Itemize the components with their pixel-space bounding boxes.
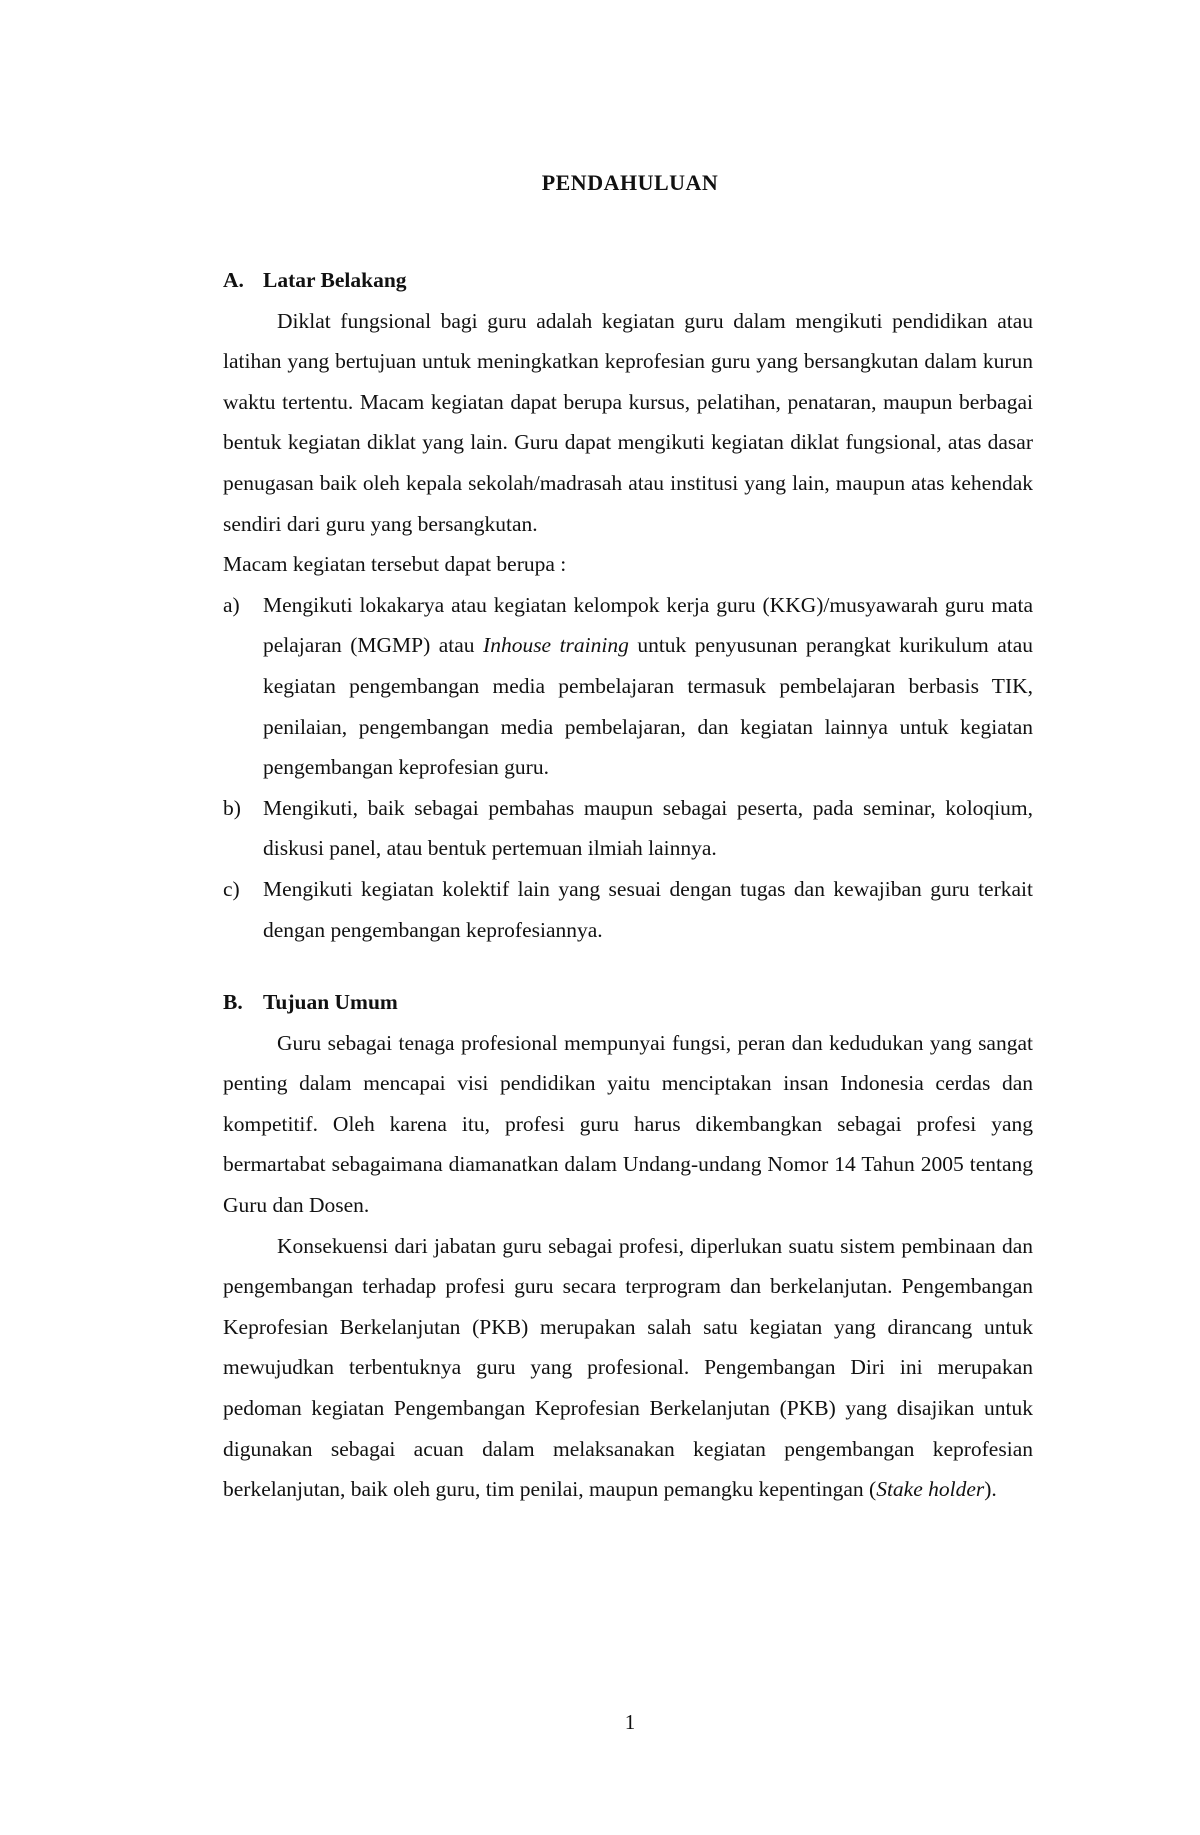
list-marker: a) [223, 592, 240, 617]
list-item-text [263, 585, 1033, 788]
list-item-text-part: untuk penyusunan perangkat kurikulum atau kegiatan pengembangan media pembelajaran termasuk pembelajaran berbasis TIK, penilaian, pengembangan media pembelajaran, dan kegiatan lainnya untuk kegiatan pengembangan keprofesian guru. [263, 633, 1034, 780]
list-marker: c) [223, 876, 240, 901]
document-body [223, 260, 1033, 1510]
section-b-heading [223, 982, 1033, 1023]
page-title: PENDAHULUAN [541, 170, 719, 195]
section-b-title: Tujuan Umum [263, 990, 398, 1015]
section-a-heading [223, 260, 1033, 301]
page-number: 1 [624, 1710, 636, 1734]
list-item [223, 788, 1033, 869]
list-item-text: Mengikuti kegiatan kolektif lain yang sesuai dengan tugas dan kewajiban guru terkait dengan pengembangan keprofesiannya. [263, 876, 1033, 942]
list-item [223, 869, 1033, 950]
paragraph-text-part: Konsekuensi dari jabatan guru sebagai profesi, diperlukan suatu sistem pembinaan dan pengembangan terhadap profesi guru secara terprogram dan berkelanjutan. Pengembangan Keprofesian Berkelanjutan (PKB) merupakan salah satu kegiatan yang dirancang untuk mewujudkan terbentuknya guru yang profesional. Pengembangan Diri ini merupakan pedoman kegiatan Pengembangan Keprofesian Berkelanjutan (PKB) yang disajikan untuk digunakan sebagai acuan dalam melaksanakan kegiatan pengembangan keprofesian berkelanjutan, baik oleh guru, tim penilai, maupun pemangku kepentingan ( [223, 1233, 1033, 1502]
list-item-italic-term: Inhouse training [483, 633, 629, 658]
section-a-intro-paragraph: Diklat fungsional bagi guru adalah kegiatan guru dalam mengikuti pendidikan atau latihan yang bertujuan untuk meningkatkan keprofesian guru yang bersangkutan dalam kurun waktu tertentu. Macam kegiatan dapat berupa kursus, pelatihan, penataran, maupun berbagai bentuk kegiatan diklat yang lain. Guru dapat mengikuti kegiatan diklat fungsional, atas dasar penugasan baik oleh kepala sekolah/madrasah atau institusi yang lain, maupun atas kehendak sendiri dari guru yang bersangkutan. [223, 308, 1033, 536]
activity-list [223, 585, 1033, 950]
paragraph-italic-term: Stake holder [876, 1477, 985, 1502]
list-item-text: Mengikuti, baik sebagai pembahas maupun sebagai peserta, pada seminar, koloqium, diskusi panel, atau bentuk pertemuan ilmiah lainnya. [263, 795, 1033, 861]
paragraph-text-part: ). [984, 1477, 997, 1502]
section-b-number: B. [223, 990, 243, 1015]
section-a-number: A. [223, 268, 244, 292]
section-a-title: Latar Belakang [263, 268, 407, 292]
list-item-text-part: Mengikuti lokakarya atau kegiatan kelompok kerja guru (KKG)/musyawarah guru mata pelajaran (MGMP) atau [263, 592, 1033, 658]
section-spacer [223, 950, 1033, 982]
list-marker: b) [223, 795, 241, 820]
section-a-list-lead: Macam kegiatan tersebut dapat berupa : [223, 552, 567, 577]
section-b-paragraph-1: Guru sebagai tenaga profesional mempunyai fungsi, peran dan kedudukan yang sangat penting dalam mencapai visi pendidikan yaitu menciptakan insan Indonesia cerdas dan kompetitif. Oleh karena itu, profesi guru harus dikembangkan sebagai profesi yang bermartabat sebagaimana diamanatkan dalam Undang-undang Nomor 14 Tahun 2005 tentang Guru dan Dosen. [223, 1030, 1033, 1218]
list-item [223, 585, 1033, 788]
section-b-paragraph-2 [223, 1226, 1033, 1510]
